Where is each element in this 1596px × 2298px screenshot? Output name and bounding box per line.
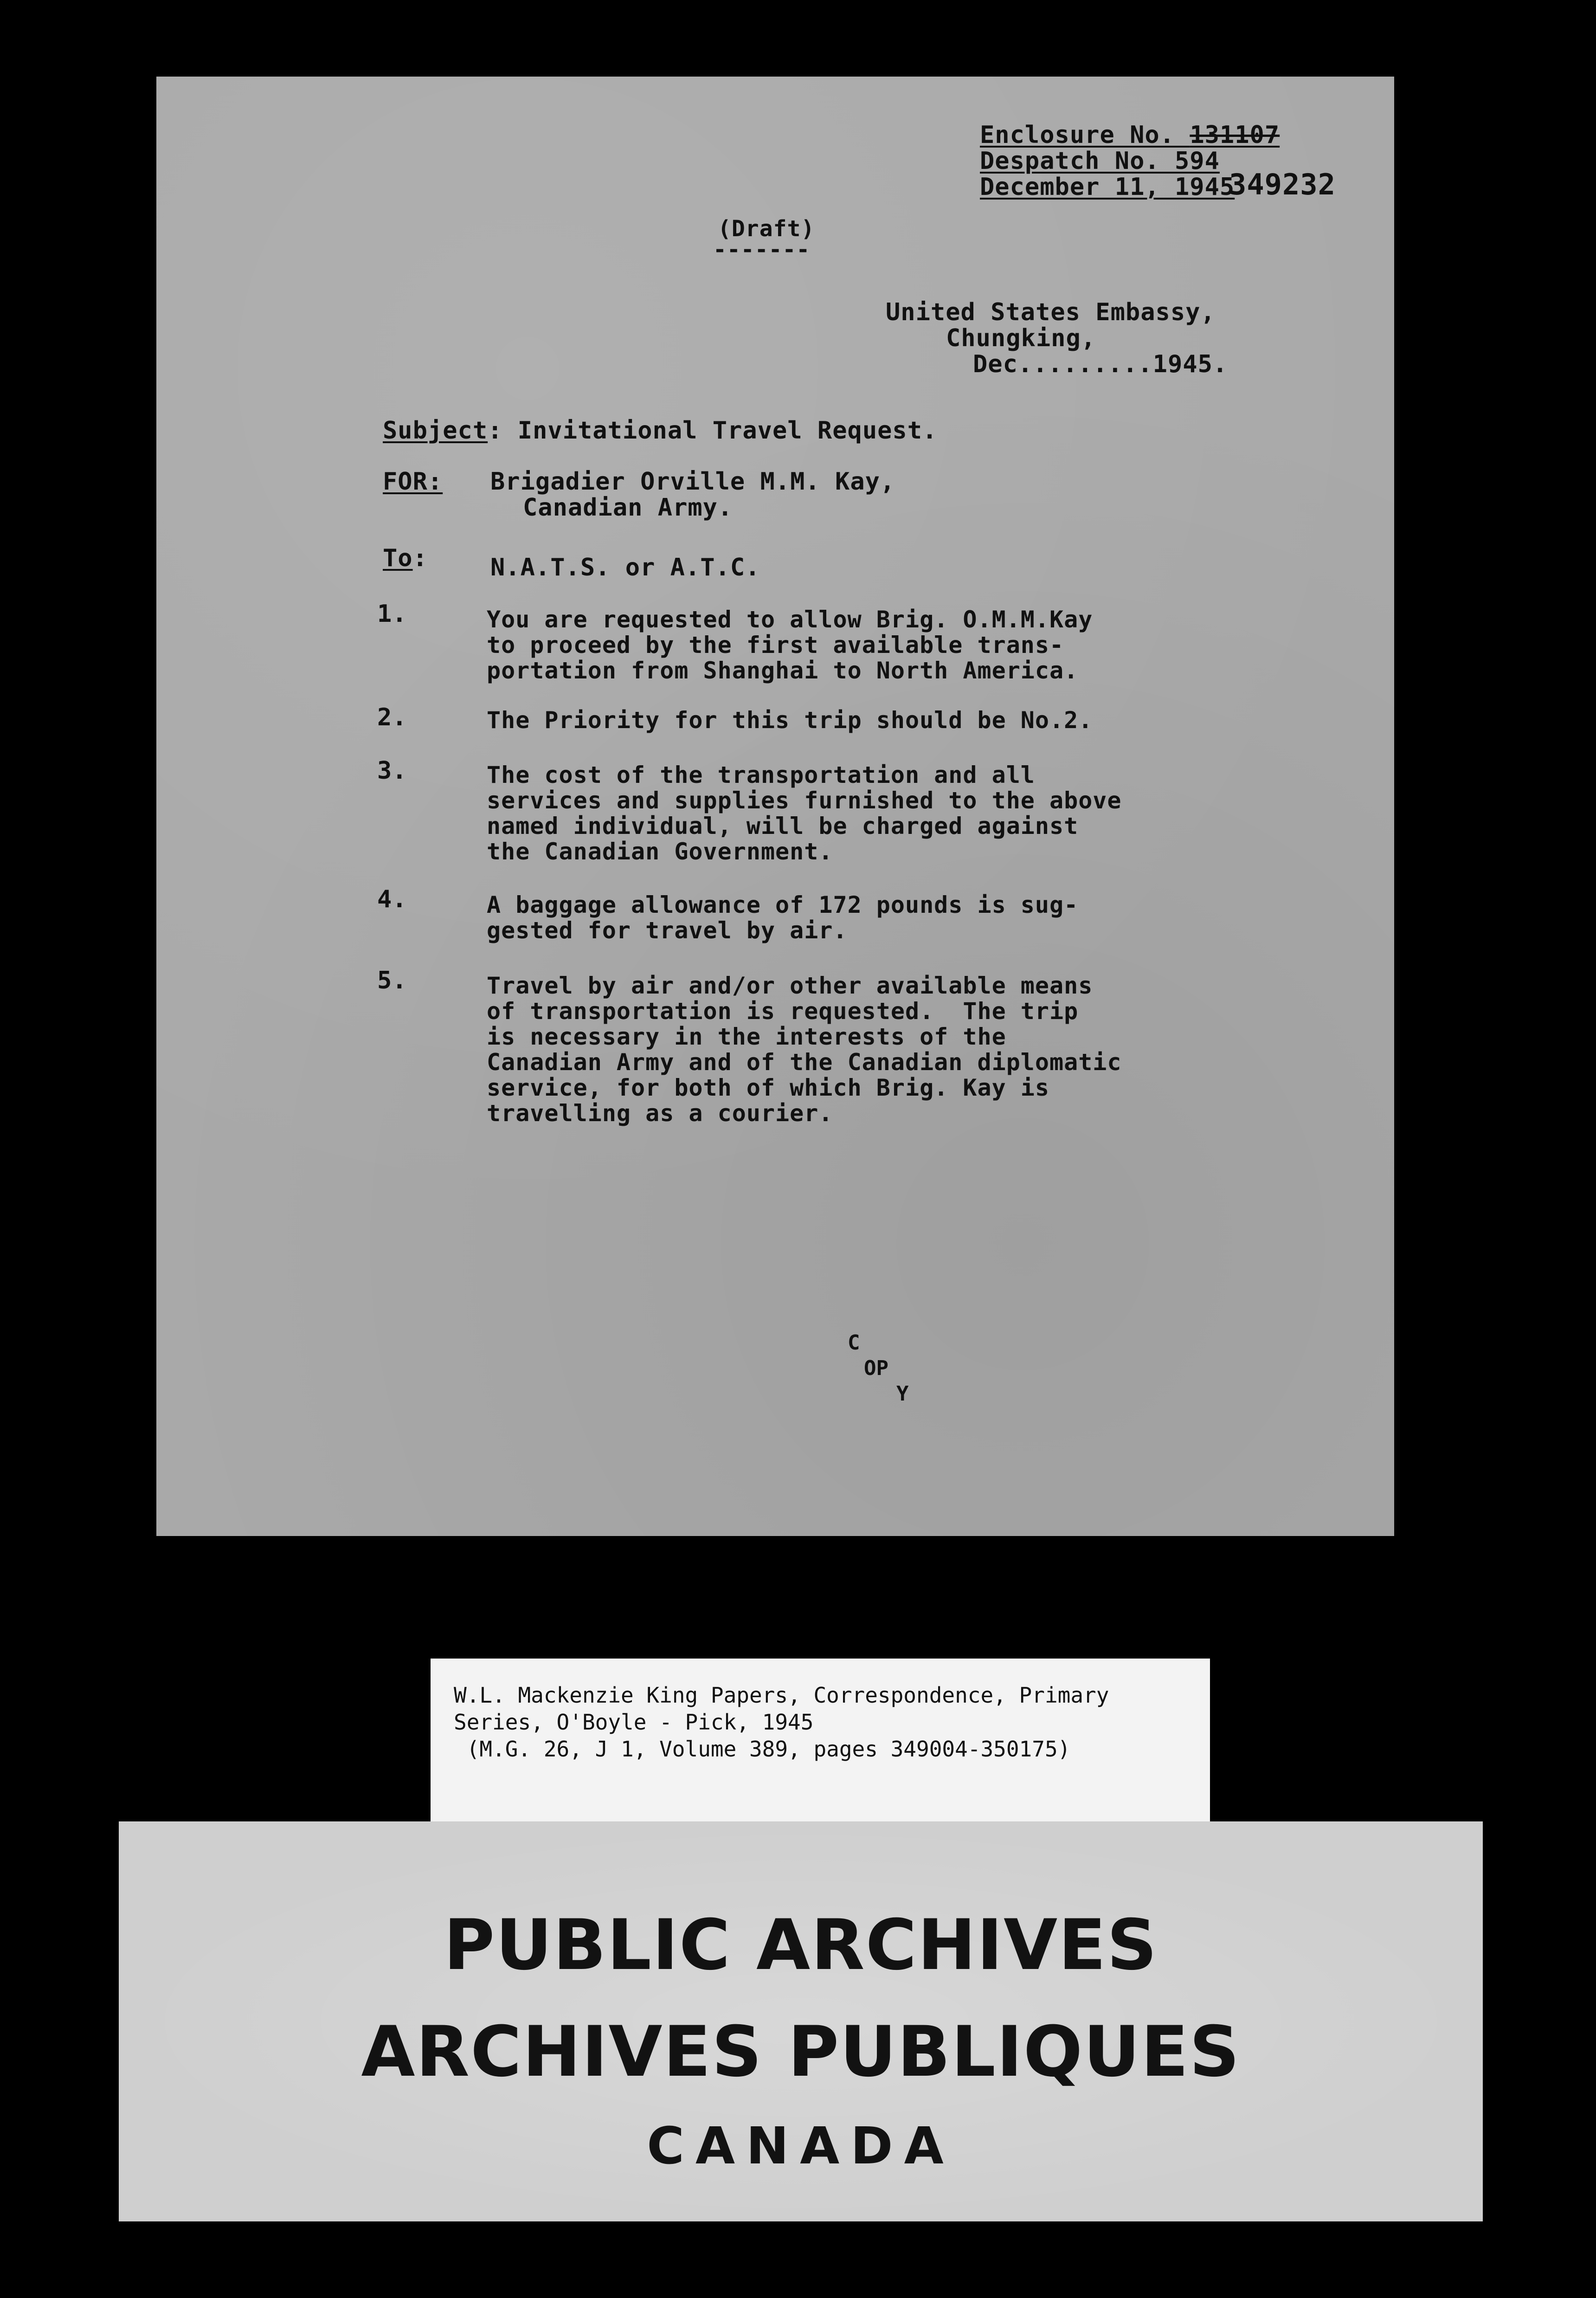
subject-line <box>383 418 937 444</box>
to-value: N.A.T.S. or A.T.C. <box>490 554 760 581</box>
subject-text: : Invitational Travel Request. <box>488 417 938 445</box>
enclosure-line <box>980 122 1280 148</box>
banner-line-2: ARCHIVES PUBLIQUES <box>361 2012 1241 2092</box>
item-text-1: You are requested to allow Brig. O.M.M.Kay to proceed by the first available trans- portation from Shanghai to North America. <box>487 606 1093 684</box>
public-archives-banner <box>119 1821 1483 2221</box>
item-number-3: 3. <box>377 757 407 785</box>
subject-label: Subject <box>383 417 488 445</box>
archive-label-text: W.L. Mackenzie King Papers, Correspondence, Primary Series, O'Boyle - Pick, 1945 (M.G. 26, J 1, Volume 389, pages 349004-350175) <box>454 1683 1109 1762</box>
item-text-4: A baggage allowance of 172 pounds is sug- gested for travel by air. <box>487 891 1079 944</box>
draft-title: (Draft) <box>718 216 815 242</box>
for-label: FOR: <box>383 468 443 496</box>
banner-line-3: CANADA <box>647 2116 955 2175</box>
to-colon: : <box>412 544 428 572</box>
sender-line-3: Dec.........1945. <box>973 350 1228 378</box>
for-line-2: Canadian Army. <box>523 494 733 522</box>
sender-line-1: United States Embassy, <box>886 298 1216 326</box>
enclosure-number: 131107 <box>1190 121 1280 149</box>
item-number-4: 4. <box>377 885 407 913</box>
item-text-2: The Priority for this trip should be No.2. <box>487 707 1093 734</box>
enclosure-label: Enclosure No. <box>980 121 1175 149</box>
draft-rule: ------- <box>713 237 811 263</box>
december-line: December 11, 1945 <box>980 173 1235 201</box>
item-number-1: 1. <box>377 600 407 628</box>
for-line-1: Brigadier Orville M.M. Kay, <box>490 468 895 496</box>
to-line <box>383 545 428 571</box>
stamp-number: 349232 <box>1229 168 1336 201</box>
copy-mark-y: Y <box>896 1382 909 1406</box>
copy-mark-c: C <box>848 1331 860 1355</box>
to-label: To <box>383 544 413 572</box>
banner-line-1: PUBLIC ARCHIVES <box>444 1905 1158 1986</box>
archive-label-card <box>431 1659 1210 1827</box>
document-page <box>156 77 1394 1536</box>
item-text-3: The cost of the transportation and all services and supplies furnished to the above named individual, will be charged against the Canadian Government. <box>487 762 1122 865</box>
item-text-5: Travel by air and/or other available means of transportation is requested. The trip is necessary in the interests of the Canadian Army and of the Canadian diplomatic service, for both of which Brig. Kay is travelling as a courier. <box>487 972 1122 1127</box>
sender-line-2: Chungking, <box>946 324 1096 352</box>
despatch-line: Despatch No. 594 <box>980 147 1220 175</box>
item-number-2: 2. <box>377 704 407 731</box>
copy-mark-op: OP <box>864 1356 888 1380</box>
item-number-5: 5. <box>377 967 407 994</box>
